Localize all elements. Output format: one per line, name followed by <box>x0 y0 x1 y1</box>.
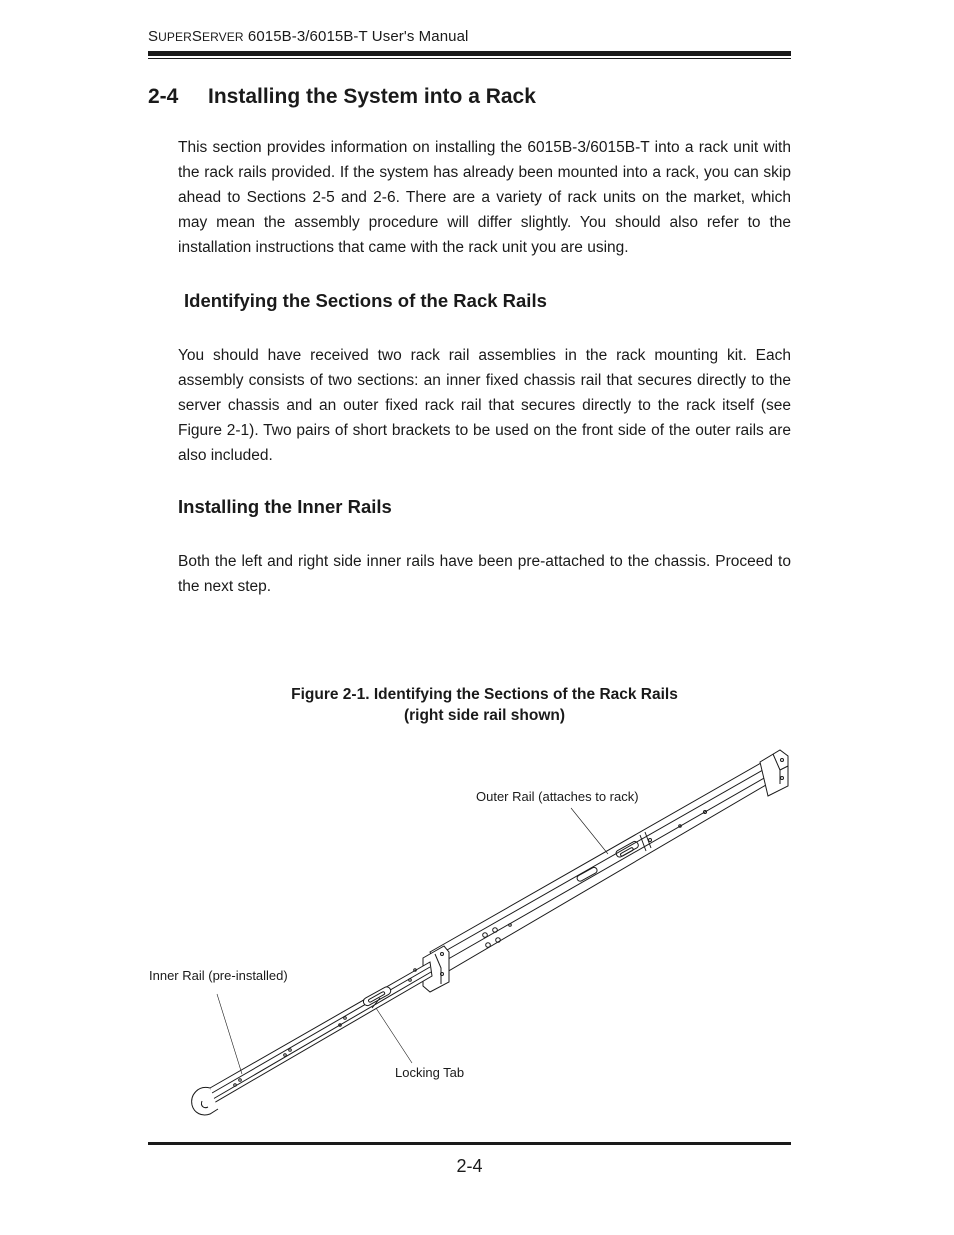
figure-caption-line2: (right side rail shown) <box>403 707 566 724</box>
figure-caption-line1: Figure 2-1. Identifying the Sections of the Rack Rails <box>291 686 678 703</box>
header-title-s2: UPER <box>158 30 192 44</box>
header-rule-thin <box>148 58 791 59</box>
inner-rail-label: Inner Rail (pre-installed) <box>149 968 288 983</box>
rack-rails-paragraph: You should have received two rack rail assemblies in the rack mounting kit. Each assembly consists of two sections: an inner fixed chassis rail that secures directly to the server chassis and an outer fixed rack rail that secures directly to the rack itself (see Figure 2-1). Two pairs of short brackets to be used on the front side of the outer rails are also included. <box>178 347 791 464</box>
inner-rail-leader <box>217 994 242 1074</box>
intro-paragraph: This section provides information on installing the 6015B-3/6015B-T into a rack unit with the rack rails provided. If the system has already been mounted into a rack, you can skip ahead to Sections 2-5 and 2-6. There are a variety of rack units on the market, which may mean the assembly procedure will differ slightly. You should also refer to the installation instructions that came with the rack unit you are using. <box>178 139 791 256</box>
header-title-s1: S <box>148 28 159 45</box>
outer-rail-label: Outer Rail (attaches to rack) <box>476 789 639 804</box>
rack-rail-illustration <box>140 740 800 1130</box>
outer-rail-leader <box>571 808 608 854</box>
page-number: 2-4 <box>456 1156 483 1176</box>
footer-rule <box>148 1142 791 1145</box>
header-title-s3: S <box>191 28 202 45</box>
running-header <box>148 28 468 45</box>
header-title-s4: ERVER <box>201 30 244 44</box>
figure-caption <box>148 684 791 726</box>
section-number: 2-4 <box>148 85 179 108</box>
locking-tab-leader <box>376 1008 412 1063</box>
locking-tab-label: Locking Tab <box>395 1065 465 1080</box>
header-title-rest: 6015B-3/6015B-T User's Manual <box>243 28 469 45</box>
section-title-text: Installing the System into a Rack <box>208 85 536 108</box>
inner-rails-paragraph: Both the left and right side inner rails have been pre-attached to the chassis. Proceed to the next step. <box>178 553 791 595</box>
outer-rail <box>430 750 788 976</box>
subsection-heading-rack-rails: Identifying the Sections of the Rack Rails <box>184 290 547 311</box>
leader-lines <box>217 808 608 1074</box>
section-title <box>148 85 536 109</box>
header-rule-thick <box>148 51 791 56</box>
subsection-heading-inner-rails: Installing the Inner Rails <box>178 496 392 517</box>
